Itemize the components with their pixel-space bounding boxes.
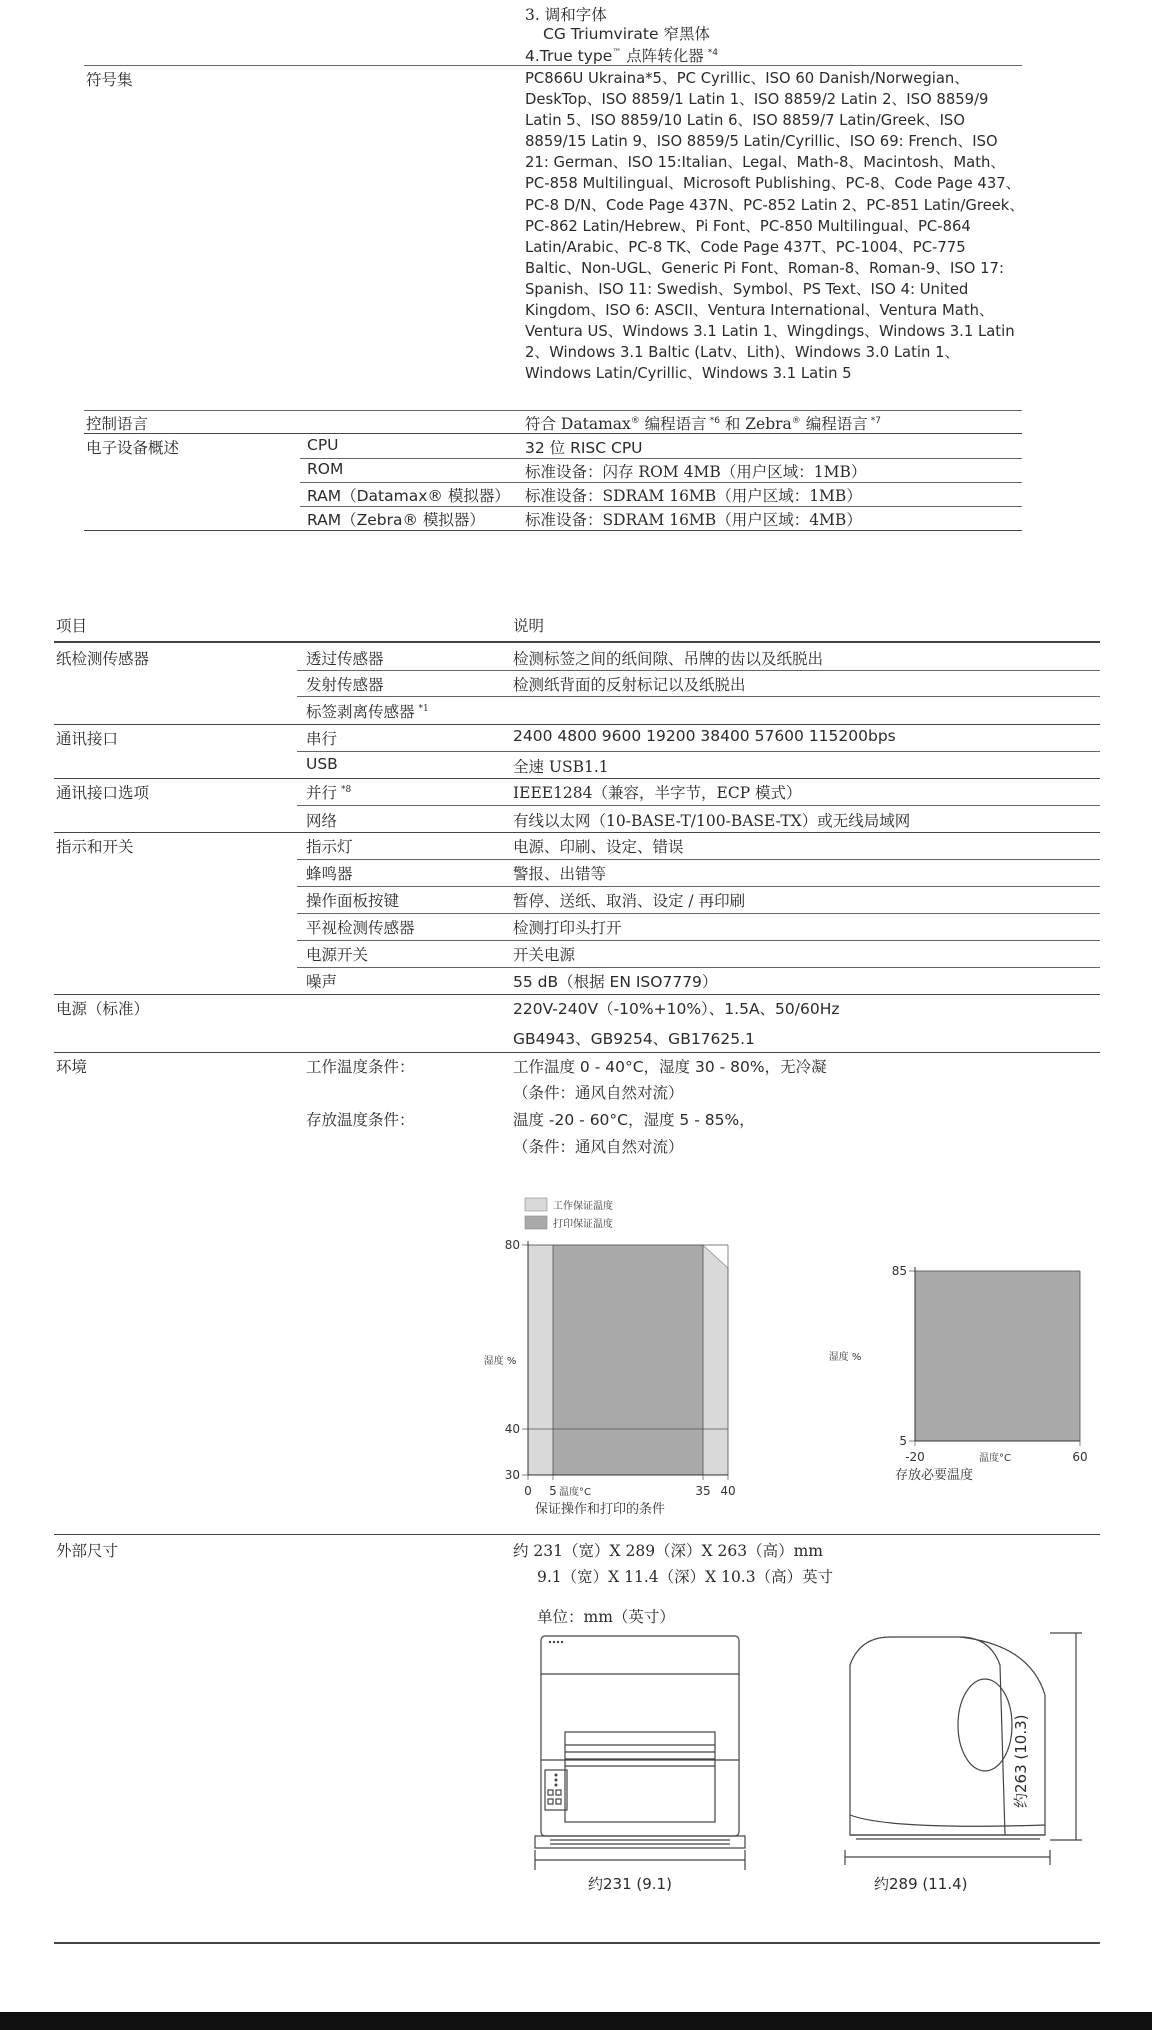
y-tick-label: 5 bbox=[899, 1434, 907, 1448]
row-switch-label: 电源开关 bbox=[306, 946, 369, 964]
lang-text: 编程语言 bbox=[800, 415, 868, 433]
x-tick-label: 35 bbox=[695, 1484, 711, 1498]
header-desc: 说明 bbox=[513, 617, 545, 635]
row-noise-label: 噪声 bbox=[306, 973, 338, 991]
truetype-rest: 点阵转化器 bbox=[621, 47, 704, 65]
divider bbox=[297, 670, 1100, 671]
row-store-temp-label: 存放温度条件： bbox=[306, 1111, 415, 1129]
reg-mark: ® bbox=[791, 416, 801, 426]
video-progress-bar bbox=[0, 2012, 1152, 2030]
divider bbox=[297, 805, 1100, 806]
group-indicators: 指示和开关 bbox=[56, 838, 134, 856]
charset-value: PC866U Ukraina*5、PC Cyrillic、ISO 60 Danish/Norwegian、DeskTop、ISO 8859/1 Latin 1、ISO 8859/2 Latin 2、ISO 8859/9 Latin 5、ISO 8859/10 Latin 6、ISO 8859/7 Latin/Greek、ISO 8859/15 Latin 9、ISO 8859/5 Latin/Cyrillic、ISO 69: French、ISO 21: German、ISO 15:Italian、Legal、Math-8、Macintosh、Math、PC-858 Multilingual、Microsoft Publishing、PC-8、Code Page 437、PC-8 D/N、Code Page 437N、PC-852 Latin 2、PC-851 Latin/Greek、PC-862 Latin/Hebrew、Pi Font、PC-850 Multilingual、PC-864 Latin/Arabic、PC-8 TK、Code Page 437T、PC-1004、PC-775 Baltic、Non-UGL、Generic Pi Font、Roman-8、Roman-9、ISO 17: Spanish、ISO 11: Swedish、Symbol、PS Text、ISO 4: United Kingdom、ISO 6: ASCII、Ventura International、Ventura Math、Ventura US、Windows 3.1 Latin 1、Wingdings、Windows 3.1 Latin 2、Windows 3.1 Baltic (Latv、Lith)、Windows 3.0 Latin 1、Windows Latin/Cyrillic、Windows 3.1 Latin 5 bbox=[525, 70, 1025, 383]
row-network-label: 网络 bbox=[306, 812, 338, 830]
row-power-value-2: GB4943、GB9254、GB17625.1 bbox=[513, 1030, 755, 1048]
operating-conditions-chart bbox=[465, 1188, 765, 1517]
divider bbox=[300, 482, 1022, 483]
series-area-0 bbox=[915, 1271, 1080, 1441]
footnote-8: *8 bbox=[341, 785, 352, 795]
chart-caption: 保证操作和打印的条件 bbox=[535, 1502, 666, 1517]
x-axis-label: 温度°C bbox=[559, 1487, 591, 1498]
elec-cpu-value: 32 位 RISC CPU bbox=[525, 439, 643, 457]
font-list-item-cg: CG Triumvirate 窄黑体 bbox=[543, 25, 710, 43]
y-axis-label: 湿度 % bbox=[483, 1356, 517, 1367]
font-list-item-3: 3. 调和字体 bbox=[525, 6, 607, 24]
row-store-temp-value: 温度 -20 - 60°C，湿度 5 - 85%， bbox=[513, 1111, 755, 1129]
series-area-1 bbox=[553, 1245, 703, 1475]
row-serial-value: 2400 4800 9600 19200 38400 57600 115200bps bbox=[513, 727, 896, 745]
divider bbox=[84, 65, 1022, 66]
y-tick-label: 30 bbox=[504, 1468, 520, 1482]
group-environment: 环境 bbox=[56, 1058, 88, 1076]
legend-swatch bbox=[525, 1198, 547, 1211]
divider bbox=[84, 530, 1022, 531]
divider bbox=[297, 913, 1100, 914]
lang-text: 编程语言 bbox=[639, 415, 707, 433]
dimensions-mm: 约 231（宽）X 289（深）X 263（高）mm bbox=[513, 1542, 824, 1560]
row-store-temp-cond: （条件：通风自然对流） bbox=[513, 1138, 684, 1156]
divider bbox=[297, 696, 1100, 697]
dimensions-label: 外部尺寸 bbox=[56, 1542, 119, 1560]
chart-legend bbox=[525, 1198, 613, 1230]
footnote-1: *1 bbox=[418, 704, 429, 714]
parallel-text: 并行 bbox=[306, 784, 338, 802]
elec-ram-datamax-label: RAM（Datamax® 模拟器） bbox=[307, 487, 510, 505]
elec-cpu-label: CPU bbox=[307, 436, 339, 454]
x-tick-label: 0 bbox=[524, 1484, 532, 1498]
divider bbox=[54, 778, 1100, 779]
printer-front-view bbox=[530, 1630, 750, 1880]
y-axis-label: 湿度 % bbox=[828, 1352, 862, 1363]
row-op-temp-label: 工作温度条件： bbox=[306, 1058, 415, 1076]
row-buzzer-label: 蜂鸣器 bbox=[306, 865, 353, 883]
group-comm-options: 通讯接口选项 bbox=[56, 784, 150, 802]
storage-conditions-chart bbox=[815, 1250, 1100, 1510]
elec-ram-zebra-label: RAM（Zebra® 模拟器） bbox=[307, 511, 485, 529]
footnote-6: *6 bbox=[709, 416, 720, 426]
divider bbox=[297, 967, 1100, 968]
row-transmissive-value: 检测标签之间的纸间隙、吊牌的齿以及纸脱出 bbox=[513, 650, 824, 668]
divider bbox=[297, 886, 1100, 887]
header-divider bbox=[54, 641, 1100, 643]
row-peel-label bbox=[306, 700, 429, 722]
row-usb-label: USB bbox=[306, 755, 338, 773]
divider bbox=[54, 994, 1100, 995]
row-parallel-label bbox=[306, 781, 351, 803]
legend-swatch bbox=[525, 1216, 547, 1229]
dimensions-inch: 9.1（宽）X 11.4（深）X 10.3（高）英寸 bbox=[537, 1568, 834, 1586]
depth-dimension-label: 约289 (11.4) bbox=[874, 1875, 968, 1893]
row-buzzer-value: 警报、出错等 bbox=[513, 865, 607, 883]
tm-mark: ™ bbox=[612, 48, 622, 58]
row-lamp-value: 电源、印刷、设定、错误 bbox=[513, 838, 684, 856]
divider bbox=[54, 832, 1100, 833]
row-head-sensor-value: 检测打印头打开 bbox=[513, 919, 622, 937]
x-tick-label: 60 bbox=[1072, 1450, 1088, 1464]
group-comm: 通讯接口 bbox=[56, 730, 119, 748]
legend-label: 工作保证温度 bbox=[553, 1201, 613, 1212]
divider bbox=[300, 458, 1022, 459]
height-dimension-label: 约263 (10.3) bbox=[1012, 1714, 1030, 1808]
row-keys-label: 操作面板按键 bbox=[306, 892, 400, 910]
row-noise-value: 55 dB（根据 EN ISO7779） bbox=[513, 973, 718, 991]
chart-caption: 存放必要温度 bbox=[895, 1468, 974, 1483]
row-reflective-value: 检测纸背面的反射标记以及纸脱出 bbox=[513, 676, 746, 694]
row-reflective-label: 发射传感器 bbox=[306, 676, 384, 694]
datamax-text: 符合 Datamax bbox=[525, 415, 631, 433]
row-transmissive-label: 透过传感器 bbox=[306, 650, 384, 668]
bottom-divider bbox=[54, 1942, 1100, 1944]
elec-ram-datamax-value: 标准设备：SDRAM 16MB（用户区域：1MB） bbox=[525, 487, 862, 505]
elec-rom-label: ROM bbox=[307, 460, 344, 478]
elec-rom-value: 标准设备：闪存 ROM 4MB（用户区域：1MB） bbox=[525, 463, 867, 481]
peel-text: 标签剥离传感器 bbox=[306, 703, 415, 721]
control-language-value bbox=[525, 412, 881, 434]
row-lamp-label: 指示灯 bbox=[306, 838, 353, 856]
truetype-text: 4.True type bbox=[525, 47, 613, 65]
x-axis-label: 温度°C bbox=[979, 1453, 1011, 1464]
row-op-temp-value: 工作温度 0 - 40°C，湿度 30 - 80%，无冷凝 bbox=[513, 1058, 827, 1076]
group-power: 电源（标准） bbox=[56, 1000, 150, 1018]
divider bbox=[300, 506, 1022, 507]
width-dimension-label: 约231 (9.1) bbox=[588, 1875, 672, 1893]
divider bbox=[84, 433, 1022, 434]
divider bbox=[297, 751, 1100, 752]
row-usb-value: 全速 USB1.1 bbox=[513, 758, 609, 776]
x-tick-label: 5 bbox=[549, 1484, 557, 1498]
divider bbox=[297, 940, 1100, 941]
charset-label: 符号集 bbox=[86, 71, 133, 89]
row-switch-value: 开关电源 bbox=[513, 946, 576, 964]
x-tick-label: 40 bbox=[720, 1484, 736, 1498]
elec-ram-zebra-value: 标准设备：SDRAM 16MB（用户区域：4MB） bbox=[525, 511, 862, 529]
footnote-7: *7 bbox=[870, 416, 881, 426]
reg-mark: ® bbox=[630, 416, 640, 426]
header-item: 项目 bbox=[56, 617, 88, 635]
printer-side-view bbox=[820, 1625, 1110, 1880]
font-list-item-4 bbox=[525, 44, 718, 66]
group-paper-sensor: 纸检测传感器 bbox=[56, 650, 150, 668]
footnote-4: *4 bbox=[707, 48, 718, 58]
y-tick-label: 85 bbox=[891, 1264, 907, 1278]
y-tick-label: 80 bbox=[504, 1238, 520, 1252]
zebra-text: 和 Zebra bbox=[719, 415, 792, 433]
y-tick-label: 40 bbox=[504, 1422, 520, 1436]
row-op-temp-cond: （条件：通风自然对流） bbox=[513, 1084, 684, 1102]
divider bbox=[54, 724, 1100, 725]
divider bbox=[297, 859, 1100, 860]
row-serial-label: 串行 bbox=[306, 730, 338, 748]
row-parallel-value: IEEE1284（兼容，半字节，ECP 模式） bbox=[513, 784, 802, 802]
control-language-label: 控制语言 bbox=[86, 415, 149, 433]
electronics-label: 电子设备概述 bbox=[86, 439, 180, 457]
divider bbox=[54, 1052, 1100, 1053]
divider bbox=[84, 410, 1022, 411]
row-power-value-1: 220V-240V（-10%+10%）、1.5A、50/60Hz bbox=[513, 1000, 840, 1018]
row-head-sensor-label: 平视检测传感器 bbox=[306, 919, 415, 937]
x-tick-label: -20 bbox=[905, 1450, 925, 1464]
row-keys-value: 暂停、送纸、取消、设定 / 再印刷 bbox=[513, 892, 746, 910]
row-network-value: 有线以太网（10-BASE-T/100-BASE-TX）或无线局域网 bbox=[513, 812, 911, 830]
divider bbox=[54, 1534, 1100, 1535]
legend-label: 打印保证温度 bbox=[553, 1219, 613, 1230]
dimensions-unit: 单位：mm（英寸） bbox=[537, 1608, 675, 1626]
